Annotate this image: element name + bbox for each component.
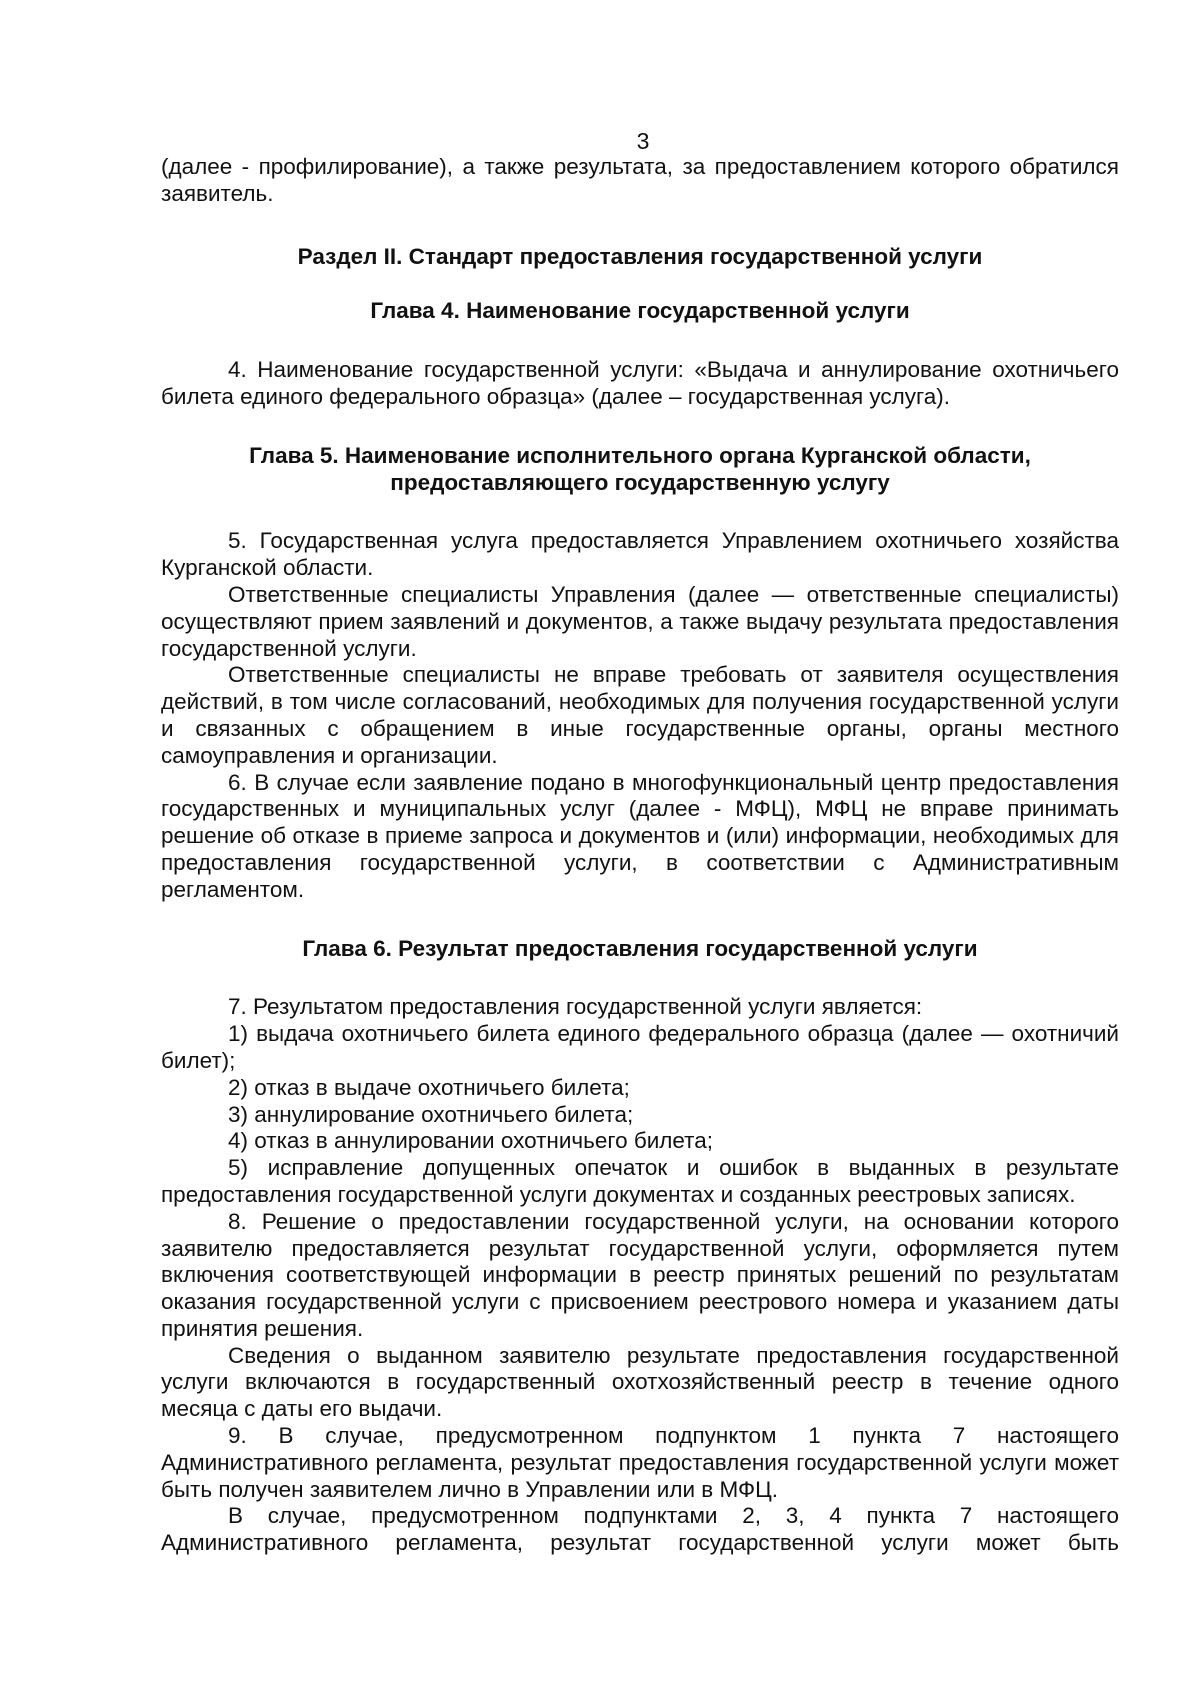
- page-number: 3: [636, 128, 650, 154]
- paragraph: 5) исправление допущенных опечаток и ошибок в выданных в результате предоставления государственной услуги документах и созданных реестровых записях.: [161, 1155, 1119, 1207]
- spacer: [161, 270, 1119, 298]
- paragraph: Ответственные специалисты Управления (далее — ответственные специалисты) осуществляют прием заявлений и документов, а также выдачу результата предоставления государственной услуги.: [161, 581, 1119, 661]
- paragraph: (далее - профилирование), а также результата, за предоставлением которого обратился заявитель.: [161, 154, 1119, 206]
- paragraph: 3) аннулирование охотничьего билета;: [228, 1101, 634, 1127]
- paragraph: 2) отказ в выдаче охотничьего билета;: [228, 1074, 630, 1100]
- spacer: [161, 496, 1119, 528]
- section-heading: Раздел II. Стандарт предоставления государственной услуги: [297, 243, 983, 269]
- paragraph: 8. Решение о предоставлении государственной услуги, на основании которого заявителю предоставляется результат государственной услуги, оформляется путем включения соответствующей информации в реестр принятых решений по результатам оказания государственной услуги с присвоением реестрового номера и указанием даты принятия решения.: [161, 1208, 1119, 1341]
- paragraph: В случае, предусмотренном подпунктами 2, 3, 4 пункта 7 настоящего Административного регламента, результат государственной услуги может быть: [161, 1503, 1119, 1556]
- spacer: [161, 962, 1119, 994]
- paragraph: Ответственные специалисты не вправе требовать от заявителя осуществления действий, в том числе согласований, необходимых для получения государственной услуги и связанных с обращением в иные государственные органы, органы местного самоуправления и организации.: [161, 662, 1119, 768]
- spacer: [161, 904, 1119, 936]
- paragraph: 7. Результатом предоставления государственной услуги является:: [228, 994, 923, 1020]
- spacer: [161, 208, 1119, 244]
- section-heading: Глава 4. Наименование государственной услуги: [370, 298, 910, 324]
- paragraph: 9. В случае, предусмотренном подпунктом 1 пункта 7 настоящего Административного регламента, результат предоставления государственной услуги может быть получен заявителем лично в Управлении или в МФЦ.: [161, 1423, 1119, 1502]
- paragraph: 6. В случае если заявление подано в многофункциональный центр предоставления государственных и муниципальных услуг (далее - МФЦ), МФЦ не вправе принимать решение об отказе в приеме запроса и документов и (или) информации, необходимых для предоставления государственной услуги, в соответствии с Административным регламентом.: [161, 769, 1119, 902]
- paragraph: 5. Государственная услуга предоставляется Управлением охотничьего хозяйства Курганской области.: [161, 528, 1119, 581]
- spacer: [161, 325, 1119, 357]
- paragraph: 4) отказ в аннулировании охотничьего билета;: [228, 1128, 714, 1154]
- document-body: [161, 154, 1119, 1557]
- paragraph: 1) выдача охотничьего билета единого федерального образца (далее — охотничий билет);: [161, 1021, 1119, 1073]
- document-page: [161, 128, 1119, 1557]
- section-heading: Глава 5. Наименование исполнительного органа Курганской области, предоставляющего государственную услугу: [249, 442, 1031, 495]
- spacer: [161, 411, 1119, 443]
- section-heading: Глава 6. Результат предоставления государственной услуги: [302, 935, 978, 961]
- paragraph: Сведения о выданном заявителю результате предоставления государственной услуги включаются в государственный охотхозяйственный реестр в течение одного месяца с даты его выдачи.: [161, 1342, 1119, 1422]
- paragraph: 4. Наименование государственной услуги: «Выдача и аннулирование охотничьего билета единого федерального образца» (далее – государственная услуга).: [161, 357, 1119, 409]
